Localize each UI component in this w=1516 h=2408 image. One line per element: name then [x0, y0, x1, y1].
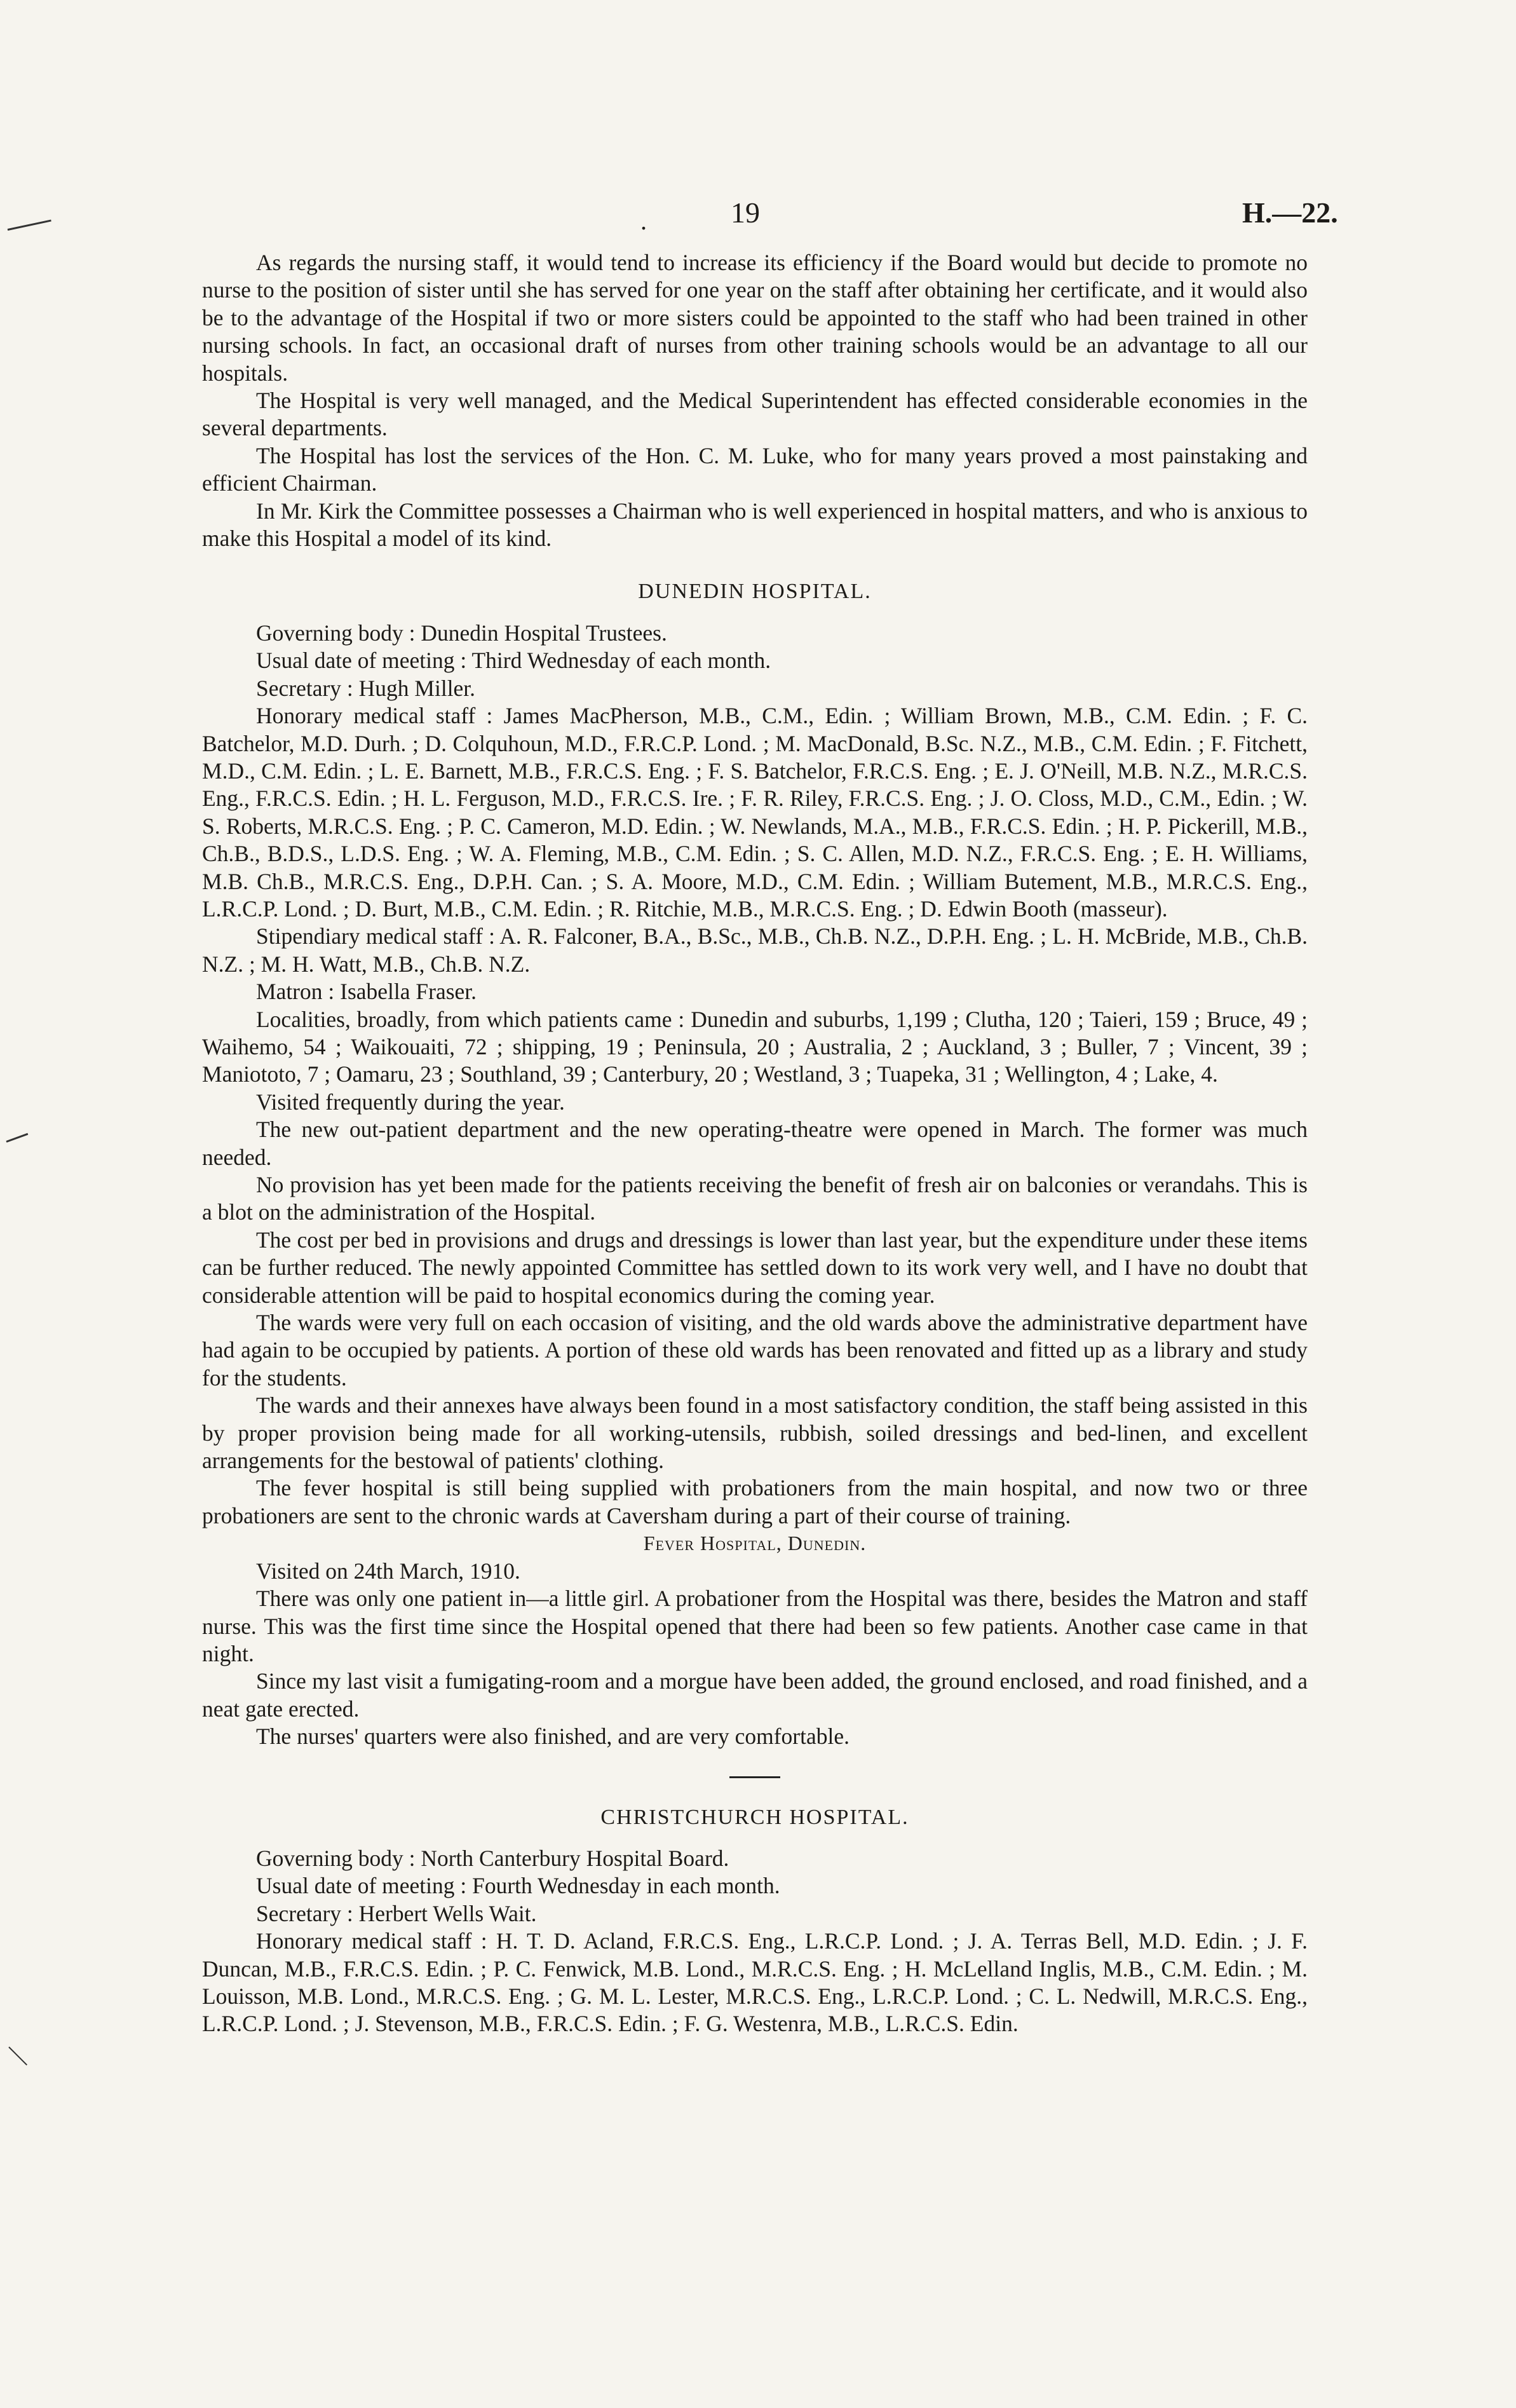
paragraph: Matron : Isabella Fraser.	[256, 979, 477, 1005]
intro-section	[202, 249, 1308, 552]
paragraph: Visited on 24th March, 1910.	[256, 1558, 520, 1584]
paragraph: There was only one patient in—a little girl. A probationer from the Hospital was there, besides the Matron and staff nurse. This was the first time since the Hospital opened that there had been so few patients. Another case came in that night.	[202, 1586, 1308, 1666]
section-title-dunedin: DUNEDIN HOSPITAL.	[638, 580, 872, 604]
margin-mark-bottom	[8, 2046, 27, 2065]
paragraph: Governing body : Dunedin Hospital Trustees.	[256, 620, 667, 646]
christchurch-section	[202, 1845, 1308, 2038]
dunedin-section	[202, 620, 1308, 1530]
page-header	[0, 196, 1516, 240]
subsection-title-fever-hospital: Fever Hospital, Dunedin.	[643, 1532, 867, 1555]
paragraph: The cost per bed in provisions and drugs and dressings is lower than last year, but the expenditure under these items can be further reduced. The newly appointed Committee has settled down to its work very well, and I have no doubt that considerable attention will be paid to hospital economics during the coming year.	[202, 1227, 1308, 1308]
paragraph: Secretary : Herbert Wells Wait.	[256, 1900, 537, 1926]
paragraph: The Hospital is very well managed, and the Medical Superintendent has effected considerable economies in the several departments.	[202, 388, 1308, 441]
paragraph: Localities, broadly, from which patients came : Dunedin and suburbs, 1,199 ; Clutha, 120 ; Taieri, 159 ; Bruce, 49 ; Waihemo, 54 ; Waikouaiti, 72 ; shipping, 19 ; Peninsula, 20 ; Australia, 2 ; Auckland, 3 ; Buller, 7 ; Vincent, 39 ; Maniototo, 7 ; Oamaru, 23 ; Southland, 39 ; Canterbury, 20 ; Westland, 3 ; Tuapeka, 31 ; Wellington, 4 ; Lake, 4.	[202, 1006, 1308, 1087]
header-dot: .	[640, 207, 647, 235]
paragraph: Stipendiary medical staff : A. R. Falconer, B.A., B.Sc., M.B., Ch.B. N.Z., D.P.H. Eng. ; L. H. McBride, M.B., Ch.B. N.Z. ; M. H. Watt, M.B., Ch.B. N.Z.	[202, 923, 1308, 977]
page-number: 19	[731, 196, 760, 229]
paragraph: The fever hospital is still being supplied with probationers from the main hospital, and now two or three probationers are sent to the chronic wards at Caversham during a part of their course of training.	[202, 1475, 1308, 1528]
paragraph: No provision has yet been made for the patients receiving the benefit of fresh air on balconies or verandahs. This is a blot on the administration of the Hospital.	[202, 1172, 1308, 1225]
section-title-christchurch: CHRISTCHURCH HOSPITAL.	[600, 1805, 909, 1829]
paragraph: The wards and their annexes have always been found in a most satisfactory condition, the staff being assisted in this by proper provision being made for all working-utensils, rubbish, soiled dressings and bed-linen, and excellent arrangements for the bestowal of patients' clothing.	[202, 1392, 1308, 1474]
paragraph: Honorary medical staff : James MacPherson, M.B., C.M., Edin. ; William Brown, M.B., C.M. Edin. ; F. C. Batchelor, M.D. Durh. ; D. Colquhoun, M.D., F.R.C.P. Lond. ; M. MacDonald, B.Sc. N.Z., M.B., C.M. Edin. ; F. Fitchett, M.D., C.M. Edin. ; L. E. Barnett, M.B., F.R.C.S. Eng. ; F. S. Batchelor, F.R.C.S. Eng. ; E. J. O'Neill, M.B. N.Z., M.R.C.S. Eng., F.R.C.S. Edin. ; H. L. Ferguson, M.D., F.R.C.S. Ire. ; F. R. Riley, F.R.C.S. Eng. ; J. O. Closs, M.D., C.M., Edin. ; W. S. Roberts, M.R.C.S. Eng. ; P. C. Cameron, M.D. Edin. ; W. Newlands, M.A., M.B., F.R.C.S. Edin. ; H. P. Pickerill, M.B., Ch.B., B.D.S., L.D.S. Eng. ; W. A. Fleming, M.B., C.M. Edin. ; S. C. Allen, M.D. N.Z., F.R.C.S. Eng. ; E. H. Williams, M.B. Ch.B., M.R.C.S. Eng., D.P.H. Can. ; S. A. Moore, M.D., C.M. Edin. ; William Butement, M.B., M.R.C.S. Eng., L.R.C.P. Lond. ; D. Burt, M.B., C.M. Edin. ; R. Ritchie, M.B., M.R.C.S. Eng. ; D. Edwin Booth (masseur).	[202, 703, 1308, 922]
paragraph: Governing body : North Canterbury Hospital Board.	[256, 1845, 729, 1871]
margin-mark-middle	[6, 1133, 28, 1143]
paragraph: The new out-patient department and the new operating-theatre were opened in March. The former was much needed.	[202, 1117, 1308, 1170]
paragraph: The nurses' quarters were also finished, and are very comfortable.	[256, 1724, 849, 1750]
paragraph: Since my last visit a fumigating-room and a morgue have been added, the ground enclosed, and road finished, and a neat gate erected.	[202, 1668, 1308, 1722]
paragraph: Visited frequently during the year.	[256, 1089, 565, 1115]
paragraph: The Hospital has lost the services of the Hon. C. M. Luke, who for many years proved a most painstaking and efficient Chairman.	[202, 442, 1308, 496]
document-reference: H.—22.	[1242, 196, 1338, 229]
paragraph: As regards the nursing staff, it would tend to increase its efficiency if the Board would but decide to promote no nurse to the position of sister until she has served for one year on the staff after obtaining her certificate, and it would also be to the advantage of the Hospital if two or more sisters could be appointed to the staff who had been trained in other nursing schools. In fact, an occasional draft of nurses from other training schools would be an advantage to all our hospitals.	[202, 250, 1308, 386]
paragraph: Usual date of meeting : Fourth Wednesday in each month.	[256, 1873, 780, 1899]
paragraph: Usual date of meeting : Third Wednesday of each month.	[256, 648, 771, 674]
fever-hospital-section	[202, 1558, 1308, 1751]
paragraph: The wards were very full on each occasion of visiting, and the old wards above the administrative department have had again to be occupied by patients. A portion of these old wards has been renovated and fitted up as a library and study for the students.	[202, 1310, 1308, 1391]
paragraph: In Mr. Kirk the Committee possesses a Chairman who is well experienced in hospital matters, and who is anxious to make this Hospital a model of its kind.	[202, 498, 1308, 552]
document-body	[202, 249, 1308, 2038]
paragraph: Honorary medical staff : H. T. D. Acland, F.R.C.S. Eng., L.R.C.P. Lond. ; J. A. Terras Bell, M.D. Edin. ; J. F. Duncan, M.B., F.R.C.S. Edin. ; P. C. Fenwick, M.B. Lond., M.R.C.S. Eng. ; H. McLelland Inglis, M.B., C.M. Edin. ; M. Louisson, M.B. Lond., M.R.C.S. Eng. ; G. M. L. Lester, M.R.C.S. Eng., L.R.C.P. Lond. ; C. L. Nedwill, M.R.C.S. Eng., L.R.C.P. Lond. ; J. Stevenson, M.B., F.R.C.S. Edin. ; F. G. Westenra, M.B., L.R.C.S. Edin.	[202, 1928, 1308, 2037]
paragraph: Secretary : Hugh Miller.	[256, 675, 476, 701]
